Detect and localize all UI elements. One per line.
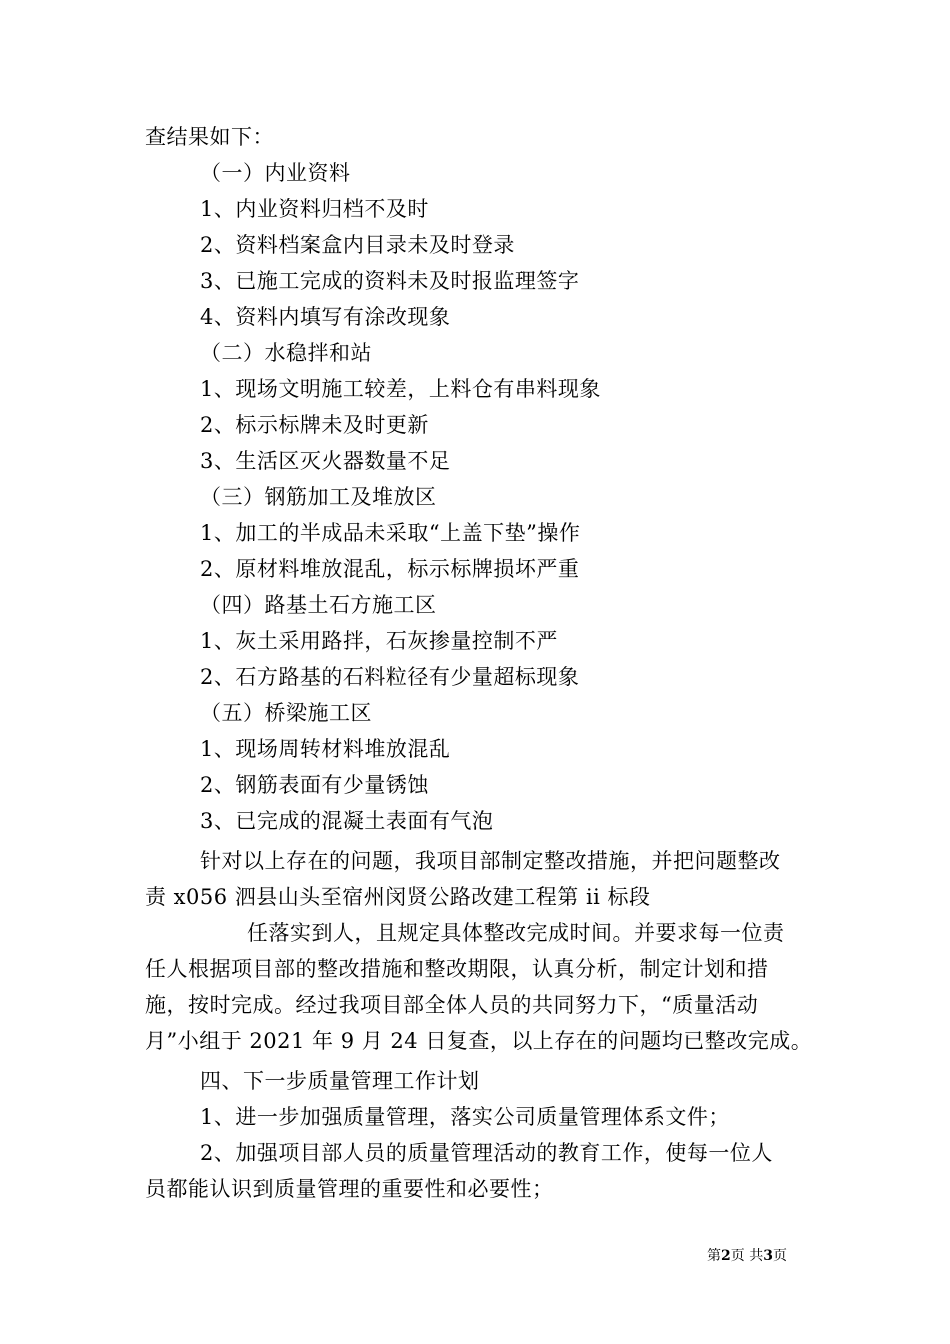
paragraph-line: 任人根据项目部的整改措施和整改期限，认真分析，制定计划和措 xyxy=(145,957,769,981)
text-line: 查结果如下： xyxy=(145,125,274,149)
page-number-footer xyxy=(707,1247,787,1265)
list-item: 1、现场周转材料堆放混乱 xyxy=(200,737,451,761)
list-item: 3、已完成的混凝土表面有气泡 xyxy=(200,809,494,833)
list-item: 2、标示标牌未及时更新 xyxy=(200,413,429,437)
list-item: 3、已施工完成的资料未及时报监理签字 xyxy=(200,269,580,293)
paragraph-line: 施，按时完成。经过我项目部全体人员的共同努力下，“质量活动 xyxy=(145,993,759,1017)
current-page-number: 2 xyxy=(721,1248,731,1264)
section-heading: （三）钢筋加工及堆放区 xyxy=(200,485,437,509)
list-item: 3、生活区灭火器数量不足 xyxy=(200,449,451,473)
section-heading: （二）水稳拌和站 xyxy=(200,341,372,365)
footer-prefix: 第 xyxy=(707,1248,721,1264)
section-heading: （五）桥梁施工区 xyxy=(200,701,372,725)
list-item: 1、现场文明施工较差，上料仓有串料现象 xyxy=(200,377,601,401)
paragraph-line: 员都能认识到质量管理的重要性和必要性； xyxy=(145,1177,554,1201)
list-item: 4、资料内填写有涂改现象 xyxy=(200,305,451,329)
footer-middle: 页 共 xyxy=(730,1248,764,1264)
list-item: 2、加强项目部人员的质量管理活动的教育工作，使每一位人 xyxy=(200,1141,773,1165)
paragraph-line: 任落实到人，且规定具体整改完成时间。并要求每一位责 xyxy=(247,921,785,945)
list-item: 1、进一步加强质量管理，落实公司质量管理体系文件； xyxy=(200,1105,730,1129)
section-heading: 四、下一步质量管理工作计划 xyxy=(200,1069,480,1093)
list-item: 2、钢筋表面有少量锈蚀 xyxy=(200,773,429,797)
section-heading: （一）内业资料 xyxy=(200,161,351,185)
list-item: 2、资料档案盒内目录未及时登录 xyxy=(200,233,515,257)
section-heading: （四）路基土石方施工区 xyxy=(200,593,437,617)
list-item: 1、加工的半成品未采取“上盖下垫”操作 xyxy=(200,521,581,545)
paragraph-line: 针对以上存在的问题，我项目部制定整改措施，并把问题整改 xyxy=(200,849,781,873)
paragraph-line: 月”小组于 2021 年 9 月 24 日复查，以上存在的问题均已整改完成。 xyxy=(145,1029,813,1053)
total-page-number: 3 xyxy=(763,1248,773,1264)
list-item: 2、原材料堆放混乱，标示标牌损坏严重 xyxy=(200,557,580,581)
footer-suffix: 页 xyxy=(772,1248,787,1264)
list-item: 2、石方路基的石料粒径有少量超标现象 xyxy=(200,665,580,689)
paragraph-line: 责 x056 泗县山头至宿州闵贤公路改建工程第 ii 标段 xyxy=(145,885,651,909)
list-item: 1、灰土采用路拌，石灰掺量控制不严 xyxy=(200,629,558,653)
list-item: 1、内业资料归档不及时 xyxy=(200,197,429,221)
